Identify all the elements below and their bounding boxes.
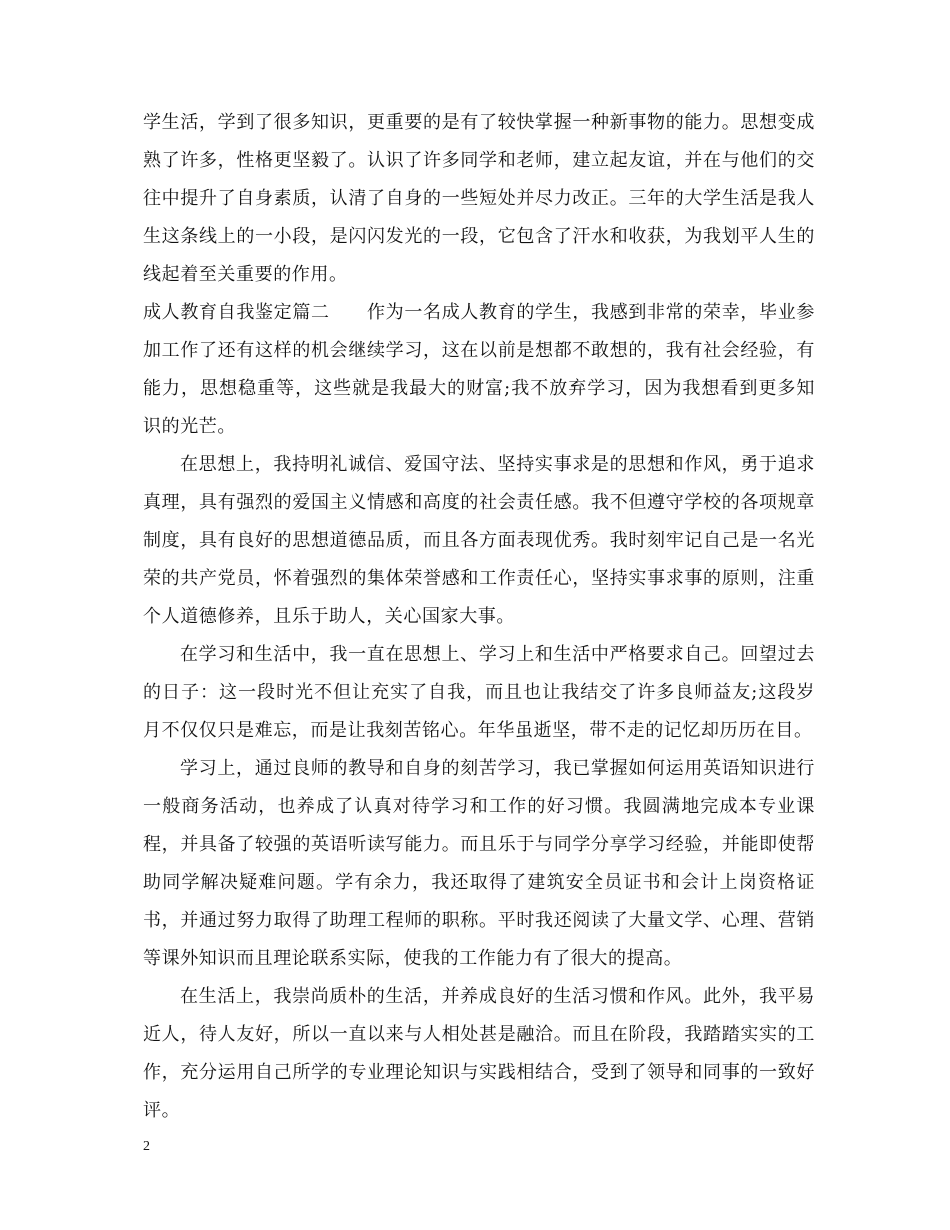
- paragraph-5: 学习上，通过良师的教导和自身的刻苦学习，我已掌握如何运用英语知识进行一般商务活动，也养成了认真对待学习和工作的好习惯。我圆满地完成本专业课程，并具备了较强的英语听读写能力。而且乐于与同学分享学习经验，并能即使帮助同学解决疑难问题。学有余力，我还取得了建筑安全员证书和会计上岗资格证书，并通过努力取得了助理工程师的职称。平时我还阅读了大量文学、心理、营销等课外知识而且理论联系实际，使我的工作能力有了很大的提高。: [143, 758, 815, 969]
- document-body: [143, 104, 815, 1130]
- paragraph-3: 在思想上，我持明礼诚信、爱国守法、坚持实事求是的思想和作风，勇于追求真理，具有强烈的爱国主义情感和高度的社会责任感。我不但遵守学校的各项规章制度，具有良好的思想道德品质，而且各方面表现优秀。我时刻牢记自己是一名光荣的共产党员，怀着强烈的集体荣誉感和工作责任心，坚持实事求事的原则，注重个人道德修养，且乐于助人，关心国家大事。: [143, 454, 815, 627]
- page-number: 2: [143, 1139, 150, 1154]
- paragraph-2: 成人教育自我鉴定篇二 作为一名成人教育的学生，我感到非常的荣幸，毕业参加工作了还有这样的机会继续学习，这在以前是想都不敢想的，我有社会经验，有能力，思想稳重等，这些就是我最大的财富;我不放弃学习，因为我想看到更多知识的光芒。: [143, 302, 815, 437]
- paragraph-6: 在生活上，我崇尚质朴的生活，并养成良好的生活习惯和作风。此外，我平易近人，待人友好，所以一直以来与人相处甚是融洽。而且在阶段，我踏踏实实的工作，充分运用自己所学的专业理论知识与实践相结合，受到了领导和同事的一致好评。: [143, 986, 815, 1121]
- paragraph-4: 在学习和生活中，我一直在思想上、学习上和生活中严格要求自己。回望过去的日子：这一段时光不但让充实了自我，而且也让我结交了许多良师益友;这段岁月不仅仅只是难忘，而是让我刻苦铭心。年华虽逝坚，带不走的记忆却历历在目。: [143, 644, 815, 741]
- paragraph-1: 学生活，学到了很多知识，更重要的是有了较快掌握一种新事物的能力。思想变成熟了许多，性格更坚毅了。认识了许多同学和老师，建立起友谊，并在与他们的交往中提升了自身素质，认清了自身的一些短处并尽力改正。三年的大学生活是我人生这条线上的一小段，是闪闪发光的一段，它包含了汗水和收获，为我划平人生的线起着至关重要的作用。: [143, 112, 815, 285]
